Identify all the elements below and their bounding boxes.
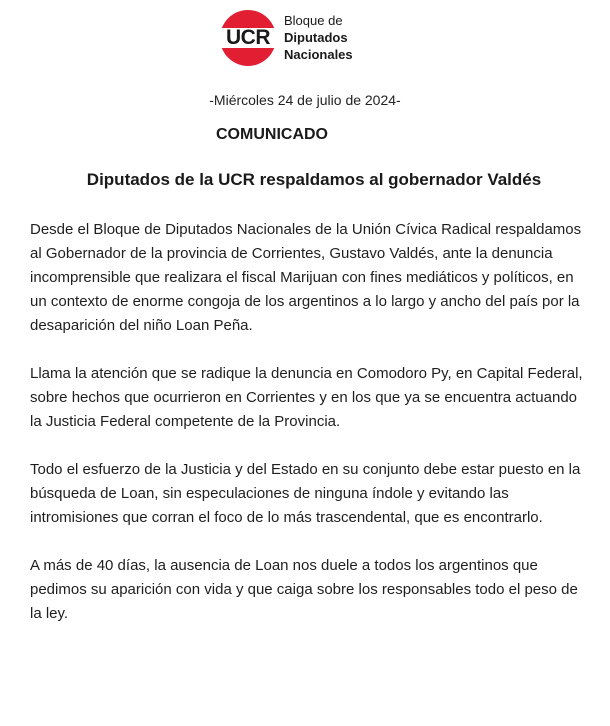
document-label: COMUNICADO — [216, 126, 328, 143]
paragraph-3: Todo el esfuerzo de la Justicia y del Estado en su conjunto debe estar puesto en la búsqueda de Loan, sin especulaciones de ninguna índole y evitando las intromisiones que corran el foco de lo más trascendental, que es encontrarlo. — [30, 461, 581, 526]
logo-caption-line-2: Diputados — [284, 30, 348, 45]
paragraph-1: Desde el Bloque de Diputados Nacionales de la Unión Cívica Radical respaldamos al Gobernador de la provincia de Corrientes, Gustavo Valdés, ante la denuncia incomprensible que realizara el fiscal Marijuan con fines mediáticos y políticos, en un contexto de enorme congoja de los argentinos a lo largo y ancho del país por la desaparición del niño Loan Peña. — [30, 221, 582, 334]
emblem-letters: UCR — [226, 26, 270, 49]
ucr-emblem — [220, 10, 276, 66]
logo-caption-line-3: Nacionales — [284, 47, 353, 62]
logo-caption — [284, 12, 353, 63]
body-text — [30, 218, 590, 650]
paragraph-2: Llama la atención que se radique la denuncia en Comodoro Py, en Capital Federal, sobre hechos que ocurrieron en Corrientes y en los que ya se encuentra actuando la Justicia Federal competente de la Provincia. — [30, 365, 583, 430]
ucr-logo — [220, 10, 380, 70]
logo-caption-line-1: Bloque de — [284, 13, 343, 28]
emblem-red-band-bottom — [220, 48, 276, 66]
headline: Diputados de la UCR respaldamos al gobernador Valdés — [86, 170, 542, 189]
date-line: -Miércoles 24 de julio de 2024- — [209, 92, 401, 108]
paragraph-4: A más de 40 días, la ausencia de Loan nos duele a todos los argentinos que pedimos su aparición con vida y que caiga sobre los responsables todo el peso de la ley. — [30, 557, 578, 622]
